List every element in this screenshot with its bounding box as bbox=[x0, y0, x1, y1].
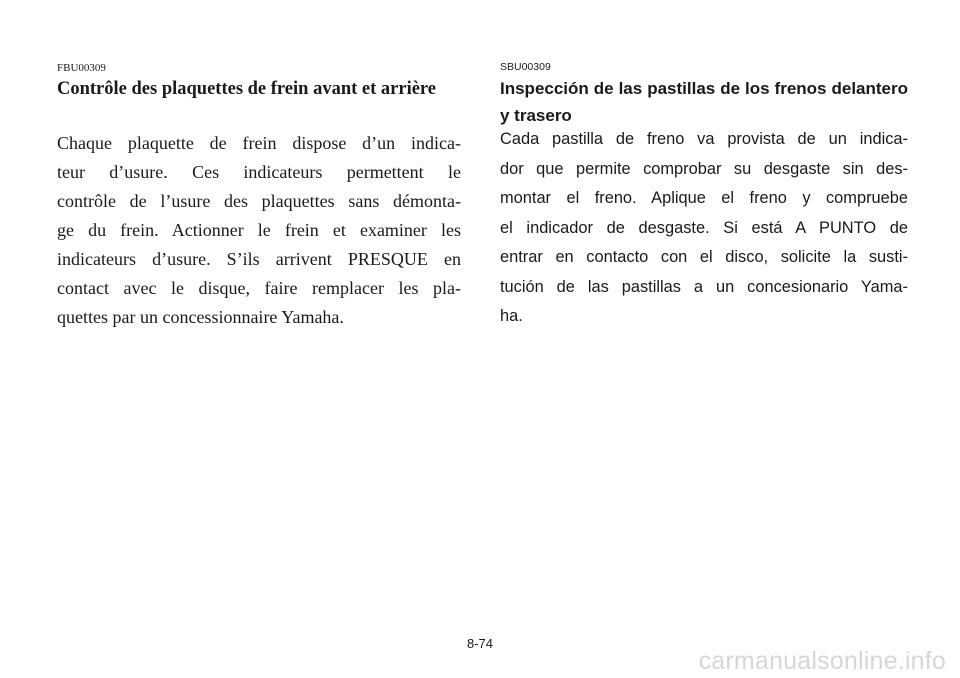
body-line: teur d’usure. Ces indicateurs permettent le bbox=[57, 162, 461, 182]
body-line: contrôle de l’usure des plaquettes sans démonta- bbox=[57, 191, 461, 211]
body-text bbox=[57, 129, 461, 332]
body-line: Cada pastilla de freno va provista de un indica- bbox=[500, 130, 908, 148]
section-title: Inspección de las pastillas de los frenos delantero y trasero bbox=[500, 79, 908, 125]
section-title: Contrôle des plaquettes de frein avant et arrière bbox=[57, 79, 437, 99]
body-line: quettes par un concessionnaire Yamaha. bbox=[57, 307, 344, 327]
body-line: el indicador de desgaste. Si está A PUNTO de bbox=[500, 218, 908, 237]
section-code: SBU00309 bbox=[500, 61, 551, 73]
page-number: 8-74 bbox=[466, 636, 494, 651]
body-text bbox=[500, 125, 908, 332]
body-line: montar el freno. Aplique el freno y compruebe bbox=[500, 189, 908, 207]
body-line: indicateurs d’usure. S’ils arrivent PRESQUE en bbox=[57, 249, 461, 269]
section-code: FBU00309 bbox=[57, 62, 106, 74]
body-line: dor que permite comprobar su desgaste sin des- bbox=[500, 159, 908, 178]
body-line: Chaque plaquette de frein dispose d’un indica- bbox=[57, 133, 461, 153]
body-line: tución de las pastillas a un concesionario Yama- bbox=[500, 277, 908, 296]
body-line: contact avec le disque, faire remplacer les pla- bbox=[57, 278, 461, 298]
body-line: ge du frein. Actionner le frein et examiner les bbox=[57, 220, 461, 240]
body-line: entrar en contacto con el disco, solicite la susti- bbox=[500, 248, 908, 266]
body-line: ha. bbox=[500, 307, 523, 325]
watermark: carmanualsonline.info bbox=[698, 647, 946, 675]
